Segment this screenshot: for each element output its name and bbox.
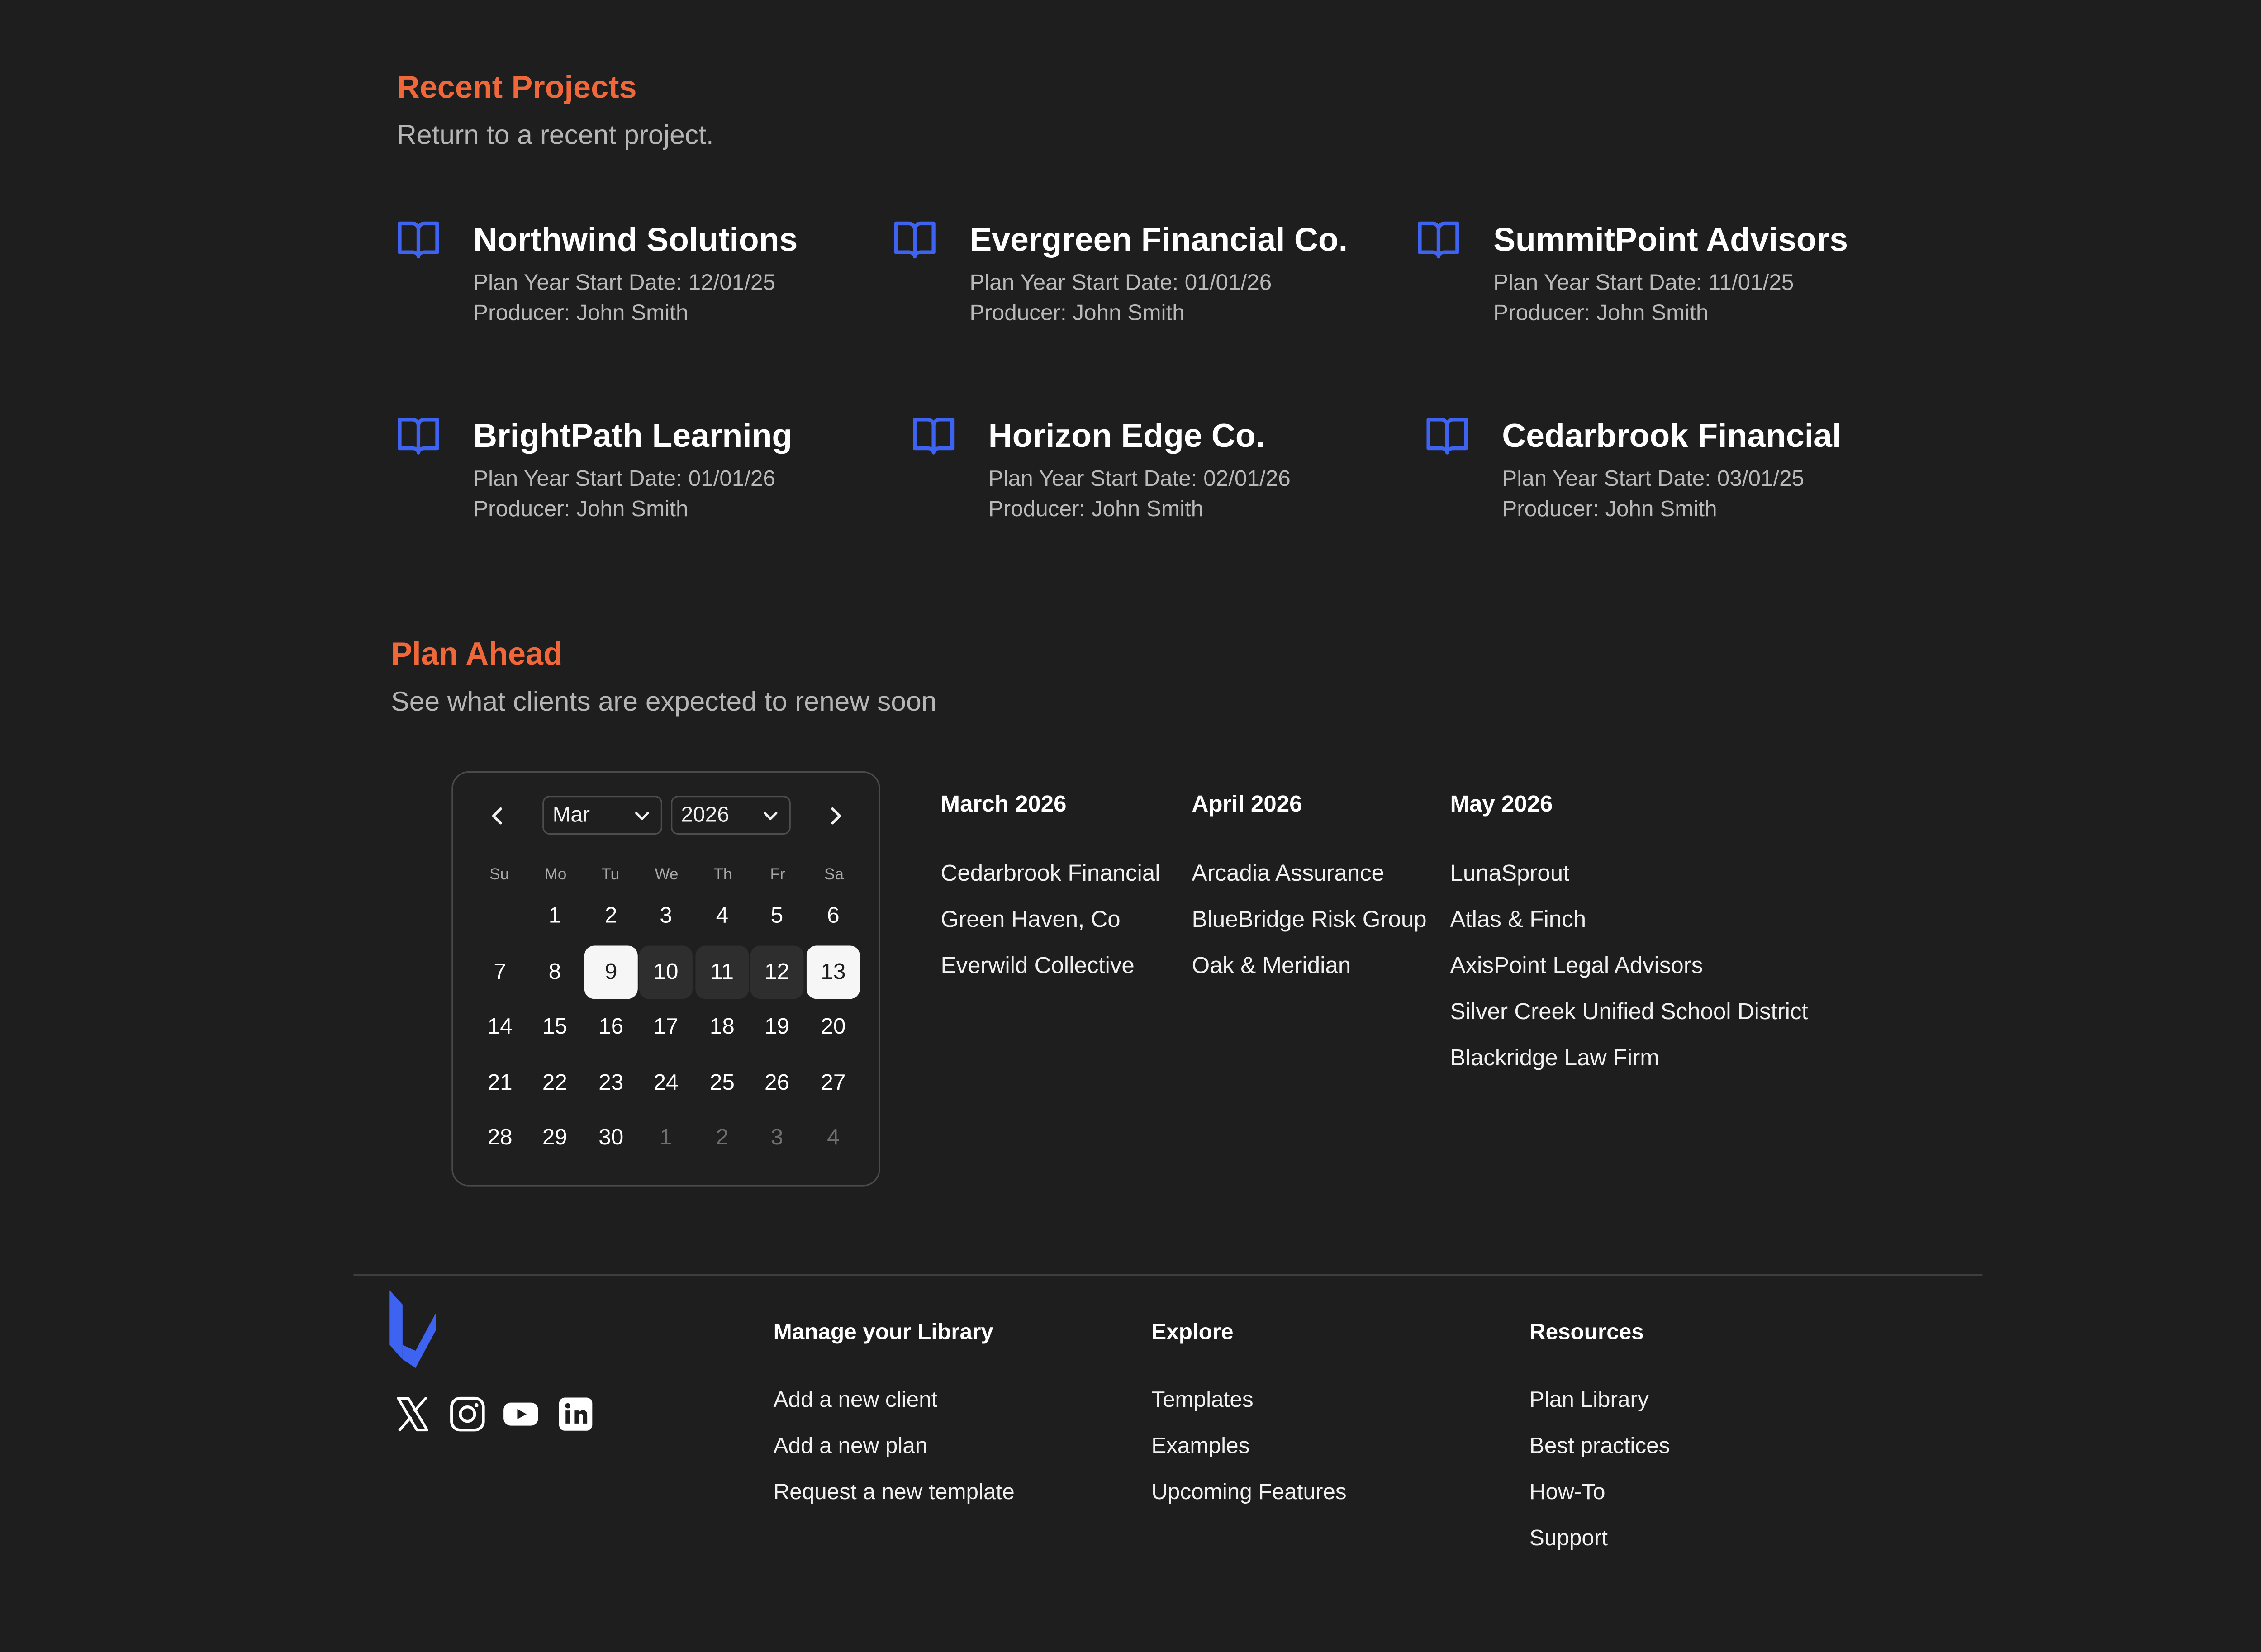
calendar-day-range-end[interactable]: 13 [807, 945, 860, 999]
book-open-icon [1425, 415, 1469, 456]
project-producer: Producer: John Smith [1502, 497, 1717, 522]
calendar-day[interactable]: 22 [542, 1070, 567, 1095]
weekday-label: Sa [824, 866, 844, 884]
x-icon[interactable] [394, 1396, 432, 1433]
calendar-day[interactable]: 30 [598, 1125, 624, 1150]
renewal-client-link[interactable]: LunaSprout [1450, 862, 1570, 887]
project-card[interactable] [397, 219, 798, 328]
calendar-day-in-range[interactable]: 11 [695, 945, 749, 999]
footer-link[interactable]: Add a new client [773, 1388, 938, 1413]
footer-link[interactable]: Add a new plan [773, 1434, 928, 1459]
calendar-day[interactable]: 20 [821, 1014, 846, 1039]
weekday-label: We [655, 866, 679, 884]
weekday-label: Th [713, 866, 732, 884]
calendar-day[interactable]: 1 [548, 903, 561, 928]
brand-logo-icon[interactable] [390, 1290, 438, 1375]
calendar-day[interactable]: 24 [653, 1070, 679, 1095]
chevron-down-icon [762, 809, 779, 823]
calendar-day[interactable]: 17 [653, 1014, 679, 1039]
recent-projects-title: Recent Projects [397, 69, 637, 105]
footer-link[interactable]: Request a new template [773, 1480, 1015, 1505]
project-card[interactable] [1417, 219, 1848, 328]
renewal-client-link[interactable]: Everwild Collective [940, 954, 1135, 979]
project-name: SummitPoint Advisors [1493, 220, 1848, 258]
calendar-day[interactable]: 8 [548, 959, 561, 984]
project-name: BrightPath Learning [473, 416, 793, 454]
renewal-client-link[interactable]: Green Haven, Co [940, 908, 1121, 933]
renewal-client-link[interactable]: Silver Creek Unified School District [1450, 1000, 1808, 1025]
calendar-day[interactable]: 3 [660, 903, 672, 928]
calendar-day-outside-month[interactable]: 4 [827, 1125, 840, 1150]
footer-link[interactable]: Examples [1151, 1434, 1250, 1459]
year-select-value: 2026 [681, 802, 729, 828]
month-select-value: Mar [552, 802, 590, 828]
calendar-day-in-range[interactable]: 12 [750, 945, 804, 999]
calendar-day-outside-month[interactable]: 1 [660, 1125, 672, 1150]
calendar-day-outside-month[interactable]: 3 [770, 1125, 784, 1150]
project-producer: Producer: John Smith [988, 497, 1204, 522]
calendar-day[interactable]: 4 [716, 903, 729, 928]
footer-link[interactable]: Support [1529, 1526, 1608, 1551]
project-start-date: Plan Year Start Date: 11/01/25 [1493, 271, 1794, 296]
calendar-day[interactable]: 23 [598, 1070, 624, 1095]
book-open-icon [912, 415, 955, 456]
footer-link[interactable]: Plan Library [1529, 1388, 1649, 1413]
calendar-day[interactable]: 28 [487, 1125, 513, 1150]
calendar-day[interactable]: 21 [487, 1070, 513, 1095]
renewal-client-link[interactable]: Arcadia Assurance [1192, 862, 1385, 887]
project-name: Horizon Edge Co. [988, 416, 1265, 454]
footer-divider [353, 1274, 1982, 1276]
footer-link[interactable]: Templates [1151, 1388, 1254, 1413]
weekday-label: Fr [770, 866, 785, 884]
book-open-icon [1417, 219, 1460, 259]
calendar-day[interactable]: 27 [821, 1070, 846, 1095]
weekday-label: Tu [601, 866, 619, 884]
calendar-day-in-range[interactable]: 10 [639, 945, 693, 999]
project-card[interactable] [912, 415, 1291, 525]
project-name: Northwind Solutions [473, 220, 798, 258]
renewal-month-heading: March 2026 [940, 793, 1067, 817]
renewal-client-link[interactable]: Cedarbrook Financial [940, 862, 1160, 887]
calendar-day[interactable]: 14 [487, 1014, 513, 1039]
calendar-day-outside-month[interactable]: 2 [716, 1125, 729, 1150]
calendar-day-range-start[interactable]: 9 [584, 945, 638, 999]
calendar-day [473, 889, 527, 943]
project-producer: Producer: John Smith [1493, 301, 1709, 326]
renewal-month-heading: May 2026 [1450, 793, 1553, 817]
calendar-day[interactable]: 26 [765, 1070, 790, 1095]
calendar-day[interactable]: 6 [827, 903, 840, 928]
recent-projects-subtitle: Return to a recent project. [397, 121, 714, 152]
footer-link[interactable]: Upcoming Features [1151, 1480, 1347, 1505]
project-card[interactable] [1425, 415, 1841, 525]
youtube-icon[interactable] [502, 1396, 540, 1433]
year-select[interactable] [671, 796, 791, 835]
calendar-day[interactable]: 2 [604, 903, 618, 928]
renewal-client-link[interactable]: Oak & Meridian [1192, 954, 1351, 979]
project-start-date: Plan Year Start Date: 12/01/25 [473, 271, 776, 296]
project-start-date: Plan Year Start Date: 01/01/26 [473, 467, 776, 492]
linkedin-icon[interactable] [557, 1396, 594, 1433]
book-open-icon [893, 219, 936, 259]
project-card[interactable] [893, 219, 1348, 328]
footer-link[interactable]: How-To [1529, 1480, 1606, 1505]
calendar-day[interactable]: 5 [770, 903, 784, 928]
plan-ahead-title: Plan Ahead [391, 636, 563, 672]
renewal-month-heading: April 2026 [1192, 793, 1302, 817]
calendar-day[interactable]: 16 [598, 1014, 624, 1039]
instagram-icon[interactable] [449, 1396, 486, 1433]
previous-month-button[interactable] [482, 800, 513, 832]
project-producer: Producer: John Smith [969, 301, 1185, 326]
next-month-button[interactable] [820, 800, 851, 832]
project-start-date: Plan Year Start Date: 01/01/26 [969, 271, 1272, 296]
renewal-client-link[interactable]: Atlas & Finch [1450, 908, 1586, 933]
book-open-icon [397, 219, 440, 259]
footer-column-title: Manage your Library [773, 1320, 993, 1345]
project-card[interactable] [397, 415, 792, 525]
renewal-client-link[interactable]: AxisPoint Legal Advisors [1450, 954, 1703, 979]
footer-column-title: Explore [1151, 1320, 1234, 1345]
project-start-date: Plan Year Start Date: 03/01/25 [1502, 467, 1805, 492]
renewal-client-link[interactable]: BlueBridge Risk Group [1192, 908, 1427, 933]
chevron-down-icon [633, 809, 651, 823]
project-start-date: Plan Year Start Date: 02/01/26 [988, 467, 1291, 492]
footer-column-title: Resources [1529, 1320, 1644, 1345]
project-name: Evergreen Financial Co. [969, 220, 1348, 258]
calendar-day[interactable]: 25 [709, 1070, 735, 1095]
project-name: Cedarbrook Financial [1502, 416, 1842, 454]
month-select[interactable] [542, 796, 662, 835]
project-producer: Producer: John Smith [473, 301, 689, 326]
calendar-day[interactable]: 18 [709, 1014, 735, 1039]
project-producer: Producer: John Smith [473, 497, 689, 522]
calendar-day[interactable]: 29 [542, 1125, 567, 1150]
calendar-day[interactable]: 7 [494, 959, 506, 984]
weekday-label: Mo [544, 866, 567, 884]
calendar-day[interactable]: 15 [542, 1014, 567, 1039]
footer-link[interactable]: Best practices [1529, 1434, 1670, 1459]
renewal-client-link[interactable]: Blackridge Law Firm [1450, 1046, 1659, 1071]
book-open-icon [397, 415, 440, 456]
plan-ahead-subtitle: See what clients are expected to renew soon [391, 688, 937, 718]
calendar-day[interactable]: 19 [765, 1014, 790, 1039]
weekday-label: Su [489, 866, 509, 884]
